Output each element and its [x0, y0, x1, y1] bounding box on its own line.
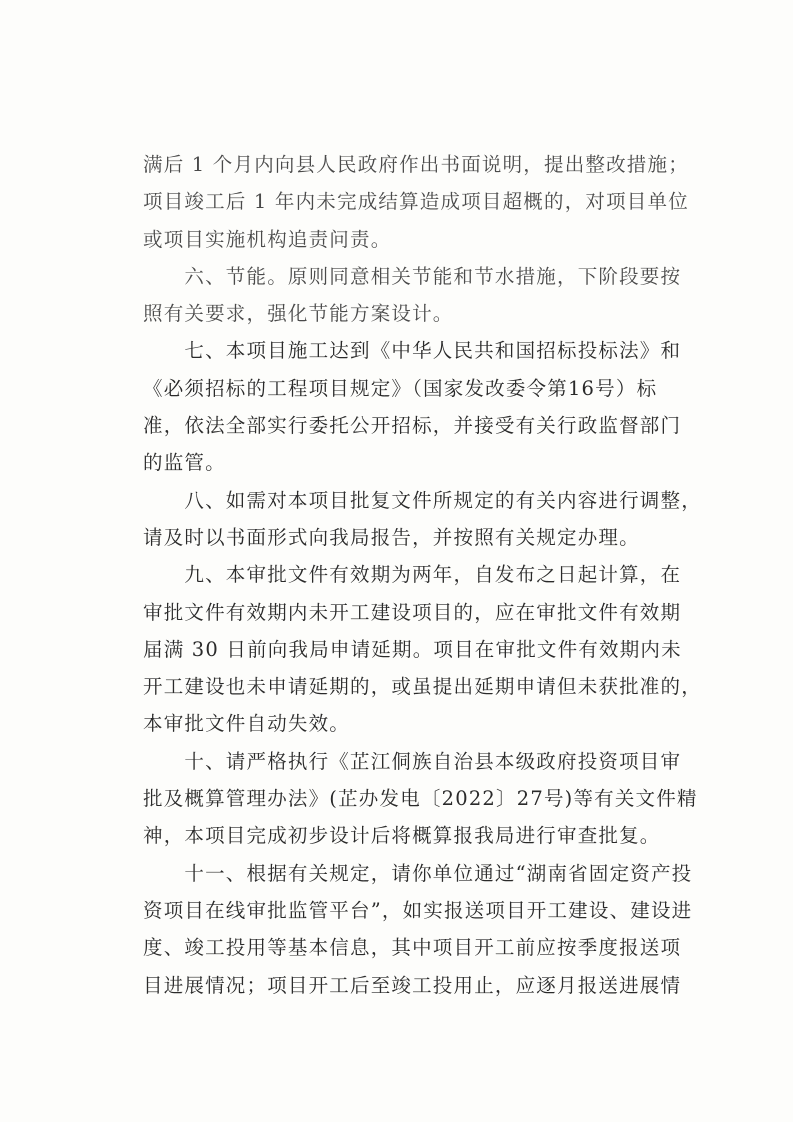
text-line: 或项目实施机构追责问责。 [143, 227, 392, 251]
text-line: 六、节能。原则同意相关节能和节水措施，下阶段要按 [143, 264, 682, 288]
text-line: 项目竣工后 1 年内未完成结算造成项目超概的，对项目单位 [143, 190, 689, 214]
text-line: 十、请严格执行《芷江侗族自治县本级政府投资项目审 [143, 749, 682, 773]
text-line: 开工建设也未申请延期的，或虽提出延期申请但未获批准的， [143, 675, 702, 699]
text-line: 审批文件有效期内未开工建设项目的，应在审批文件有效期 [143, 600, 682, 624]
text-line: 资项目在线审批监管平台”，如实报送项目开工建设、建设进 [143, 898, 693, 922]
text-line: 神，本项目完成初步设计后将概算报我局进行审查批复。 [143, 824, 661, 848]
text-line: 九、本审批文件有效期为两年，自发布之日起计算，在 [143, 563, 682, 587]
text-line: 批及概算管理办法》(芷办发电〔2022〕27号)等有关文件精 [143, 787, 698, 811]
text-line: 八、如需对本项目批复文件所规定的有关内容进行调整， [143, 488, 702, 512]
document-body [143, 146, 702, 1004]
text-line: 度、竣工投用等基本信息，其中项目开工前应按季度报送项 [143, 936, 682, 960]
text-line: 目进展情况；项目开工后至竣工投用止，应逐月报送进展情 [143, 973, 682, 997]
text-line: 十一、根据有关规定，请你单位通过“湖南省固定资产投 [143, 861, 693, 885]
text-line: 准，依法全部实行委托公开招标，并接受有关行政监督部门 [143, 414, 682, 438]
text-line: 《必须招标的工程项目规定》（国家发改委令第16号）标 [143, 376, 658, 400]
text-line: 的监管。 [143, 451, 226, 475]
text-line: 七、本项目施工达到《中华人民共和国招标投标法》和 [143, 339, 682, 363]
text-line: 满后 1 个月内向县人民政府作出书面说明，提出整改措施； [143, 153, 689, 176]
text-line: 照有关要求，强化节能方案设计。 [143, 302, 454, 326]
text-line: 届满 30 日前向我局申请延期。项目在审批文件有效期内未 [143, 637, 682, 661]
text-line: 本审批文件自动失效。 [143, 712, 351, 736]
text-line: 请及时以书面形式向我局报告，并按照有关规定办理。 [143, 525, 640, 549]
